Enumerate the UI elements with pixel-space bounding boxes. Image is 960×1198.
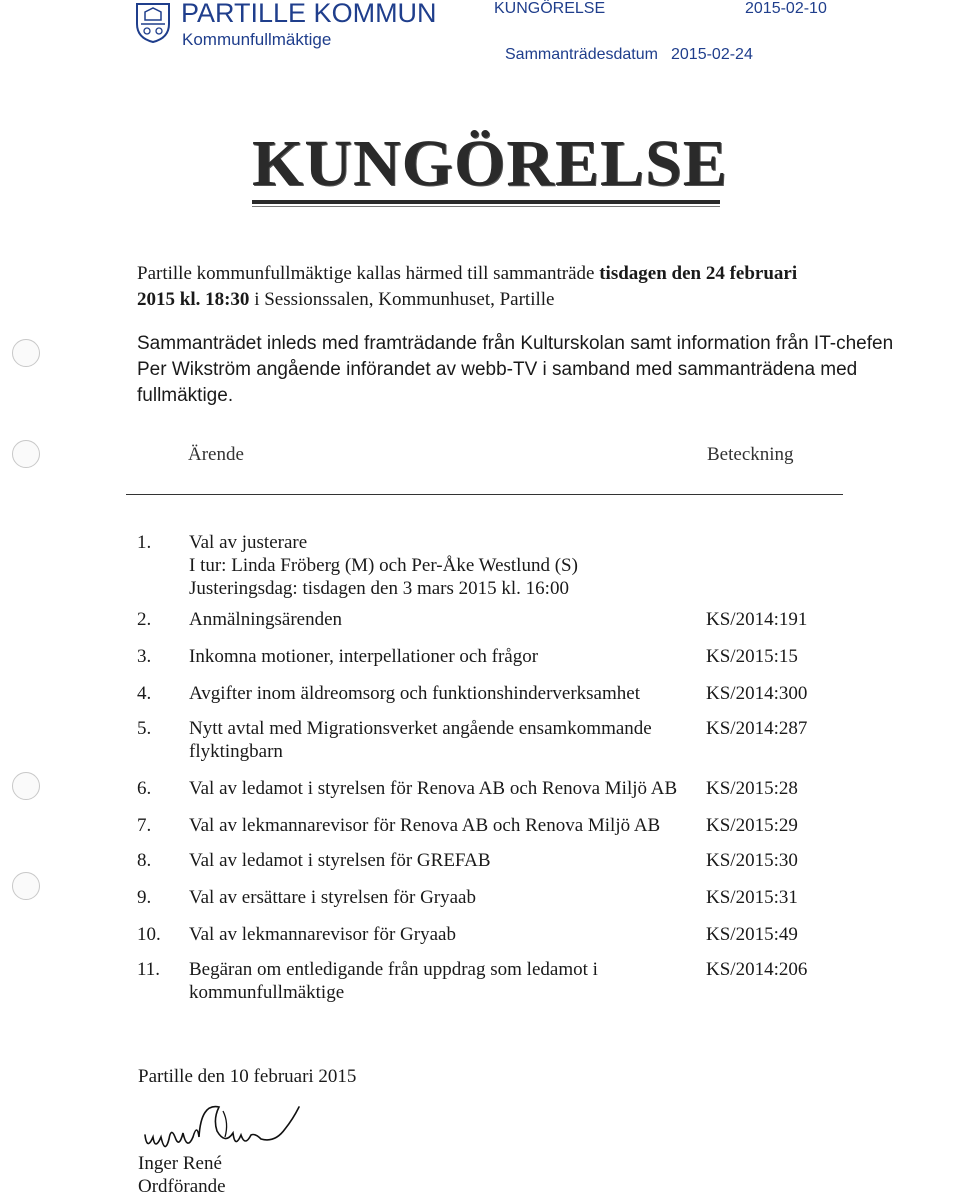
agenda-item-line: Val av ledamot i styrelsen för GREFAB (189, 850, 491, 871)
agenda-item-title (189, 645, 699, 668)
signatory-name: Inger René (138, 1153, 222, 1174)
agenda-item-reference: KS/2015:31 (706, 887, 798, 908)
agenda-item-number: 8. (137, 850, 152, 871)
document-date: 2015-02-10 (745, 0, 827, 17)
agenda-item-line: Avgifter inom äldreomsorg och funktionshinderverksamhet (189, 683, 640, 704)
column-header-reference: Beteckning (707, 444, 794, 465)
meeting-date: 2015-02-24 (671, 46, 753, 63)
intro-location: i Sessionssalen, Kommunhuset, Partille (249, 289, 555, 310)
document-type: KUNGÖRELSE (494, 0, 606, 17)
agenda-item-number: 1. (137, 532, 152, 553)
agenda-item-line: Val av lekmannarevisor för Renova AB och Renova Miljö AB (189, 815, 661, 836)
agenda-item-title (189, 849, 699, 872)
place-and-date: Partille den 10 februari 2015 (138, 1066, 357, 1087)
agenda-item-reference: KS/2015:28 (706, 778, 798, 799)
intro-line-2 (137, 287, 554, 313)
agenda-item-reference: KS/2014:300 (706, 683, 808, 704)
punch-hole (12, 440, 40, 468)
department-name: Kommunfullmäktige (182, 30, 332, 49)
agenda-item-reference: KS/2015:15 (706, 646, 798, 667)
agenda-item-reference: KS/2015:30 (706, 850, 798, 871)
agenda-item-title (189, 923, 699, 946)
agenda-item-title (189, 958, 699, 1004)
table-header-rule (126, 494, 843, 495)
meeting-date-label: Sammanträdesdatum (505, 46, 658, 63)
punch-hole (12, 772, 40, 800)
coat-of-arms-icon (133, 2, 173, 44)
title-underline (252, 200, 720, 204)
punch-hole (12, 872, 40, 900)
agenda-item-number: 3. (137, 646, 152, 667)
agenda-item-reference: KS/2014:206 (706, 959, 808, 980)
info-line-2: Per Wikström angående införandet av webb-TV i samband med sammanträdena med (137, 359, 858, 380)
punch-hole (12, 339, 40, 367)
agenda-item-reference: KS/2014:191 (706, 609, 808, 630)
agenda-item-line: I tur: Linda Fröberg (M) och Per-Åke Westlund (S) (189, 555, 578, 576)
agenda-item-line: Begäran om entledigande från uppdrag som ledamot i (189, 959, 598, 980)
page-title: KUNGÖRELSE (252, 127, 728, 200)
agenda-item-number: 6. (137, 778, 152, 799)
agenda-item-title (189, 531, 699, 600)
agenda-item-title (189, 814, 699, 837)
agenda-item-line: Val av ledamot i styrelsen för Renova AB och Renova Miljö AB (189, 778, 678, 799)
agenda-item-number: 2. (137, 609, 152, 630)
agenda-item-number: 4. (137, 683, 152, 704)
agenda-item-number: 7. (137, 815, 152, 836)
agenda-item-line: Val av ersättare i styrelsen för Gryaab (189, 887, 476, 908)
agenda-item-line: Val av lekmannarevisor för Gryaab (189, 924, 456, 945)
agenda-item-number: 9. (137, 887, 152, 908)
intro-text: Partille kommunfullmäktige kallas härmed till sammanträde (137, 263, 600, 284)
agenda-item-reference: KS/2015:49 (706, 924, 798, 945)
title-underline-thin (252, 206, 720, 207)
column-header-matter: Ärende (188, 444, 244, 465)
signatory-role: Ordförande (138, 1176, 226, 1197)
agenda-item-title (189, 886, 699, 909)
organization-name: PARTILLE KOMMUN (181, 0, 437, 28)
intro-time-bold: 2015 kl. 18:30 (137, 289, 250, 310)
agenda-item-line: flyktingbarn (189, 741, 283, 762)
agenda-item-reference: KS/2015:29 (706, 815, 798, 836)
intro-line-1 (137, 261, 797, 287)
agenda-item-title (189, 777, 699, 800)
intro-date-bold: tisdagen den 24 februari (599, 263, 798, 284)
info-line-1: Sammanträdet inleds med framträdande från Kulturskolan samt information från IT-chefen (137, 333, 894, 354)
agenda-item-line: Nytt avtal med Migrationsverket angående ensamkommande (189, 718, 652, 739)
agenda-item-title (189, 608, 699, 631)
agenda-item-number: 10. (137, 924, 161, 945)
agenda-item-line: Justeringsdag: tisdagen den 3 mars 2015 kl. 16:00 (189, 578, 569, 599)
agenda-item-number: 11. (137, 959, 161, 980)
agenda-item-number: 5. (137, 718, 152, 739)
agenda-item-title (189, 682, 699, 705)
agenda-item-line: Val av justerare (189, 532, 308, 553)
agenda-item-reference: KS/2014:287 (706, 718, 808, 739)
agenda-item-title (189, 717, 699, 763)
agenda-item-line: Anmälningsärenden (189, 609, 343, 630)
info-line-3: fullmäktige. (137, 385, 234, 406)
agenda-item-line: Inkomna motioner, interpellationer och frågor (189, 646, 539, 667)
agenda-item-line: kommunfullmäktige (189, 982, 345, 1003)
